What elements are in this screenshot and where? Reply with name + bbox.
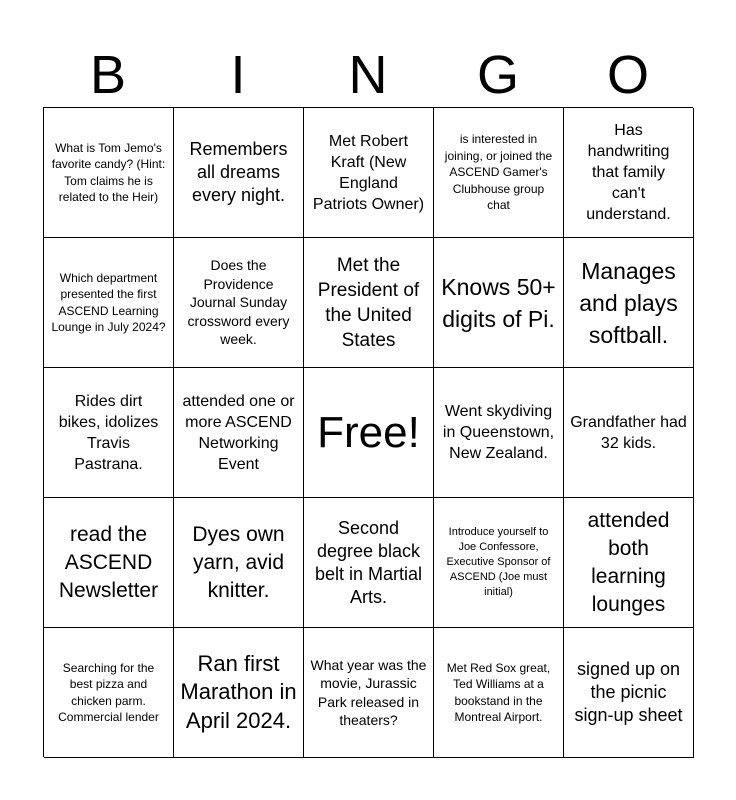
- bingo-cell[interactable]: [174, 498, 304, 628]
- bingo-cell[interactable]: [304, 238, 434, 368]
- cell-text: Introduce yourself to Joe Confessore, Executive Sponsor of ASCEND (Joe must initial): [446, 526, 551, 598]
- bingo-cell[interactable]: [564, 628, 694, 758]
- free-space[interactable]: [304, 368, 434, 498]
- cell-text: Grandfather had 32 kids.: [570, 413, 687, 452]
- cell-text: What is Tom Jemo's favorite candy? (Hint: Tom claims he is related to the Heir): [51, 140, 166, 204]
- cell-text: Which department presented the first ASCEND Learning Lounge in July 2024?: [51, 270, 166, 334]
- cell-text: Searching for the best pizza and chicken parm. Commercial lender: [58, 660, 159, 724]
- header-letter-i: I: [230, 45, 246, 105]
- bingo-cell[interactable]: [174, 368, 304, 498]
- cell-text: Met Red Sox great, Ted Williams at a bookstand in the Montreal Airport.: [446, 660, 551, 724]
- cell-text: Knows 50+ digits of Pi.: [441, 273, 556, 332]
- header-letter-g: G: [476, 45, 519, 105]
- bingo-cell[interactable]: [434, 368, 564, 498]
- cell-text: attended both learning lounges: [587, 508, 670, 616]
- cell-text: is interested in joining, or joined the ASCEND Gamer's Clubhouse group chat: [444, 132, 553, 213]
- bingo-cell[interactable]: [44, 238, 174, 368]
- header-letter-b: B: [89, 45, 127, 105]
- bingo-grid: [43, 107, 693, 757]
- cell-text: Manages and plays softball.: [579, 257, 678, 348]
- free-space-label: Free!: [317, 407, 420, 457]
- cell-text: Remembers all dreams every night.: [189, 139, 288, 205]
- bingo-cell[interactable]: [174, 108, 304, 238]
- bingo-cell[interactable]: [564, 368, 694, 498]
- bingo-cell[interactable]: [434, 108, 564, 238]
- cell-text: Met the President of the United States: [317, 254, 420, 351]
- bingo-cell[interactable]: [44, 108, 174, 238]
- header-letter-n: N: [348, 45, 388, 105]
- cell-text: read the ASCEND Newsletter: [58, 522, 159, 602]
- bingo-cell[interactable]: [304, 108, 434, 238]
- bingo-cell[interactable]: [564, 238, 694, 368]
- bingo-cell[interactable]: [304, 628, 434, 758]
- bingo-cell[interactable]: [44, 628, 174, 758]
- cell-text: What year was the movie, Jurassic Park released in theaters?: [310, 656, 427, 728]
- cell-text: Second degree black belt in Martial Arts.: [314, 517, 423, 607]
- bingo-cell[interactable]: [434, 498, 564, 628]
- bingo-cell[interactable]: [174, 238, 304, 368]
- bingo-cell[interactable]: [434, 238, 564, 368]
- bingo-cell[interactable]: [434, 628, 564, 758]
- cell-text: Dyes own yarn, avid knitter.: [192, 522, 285, 602]
- cell-text: Has handwriting that family can't understand.: [586, 122, 671, 223]
- bingo-cell[interactable]: [44, 368, 174, 498]
- cell-text: Went skydiving in Queenstown, New Zealand.: [442, 403, 555, 462]
- cell-text: Met Robert Kraft (New England Patriots Owner): [312, 132, 425, 213]
- bingo-cell[interactable]: [564, 498, 694, 628]
- cell-text: Does the Providence Journal Sunday crossword every week.: [187, 257, 290, 348]
- cell-text: Ran first Marathon in April 2024.: [180, 650, 297, 733]
- bingo-cell[interactable]: [564, 108, 694, 238]
- bingo-cell[interactable]: [304, 498, 434, 628]
- cell-text: attended one or more ASCEND Networking Event: [182, 392, 295, 473]
- header-letter-o: O: [606, 45, 649, 105]
- bingo-header: [43, 42, 693, 108]
- cell-text: signed up on the picnic sign-up sheet: [574, 659, 683, 725]
- bingo-cell[interactable]: [174, 628, 304, 758]
- bingo-cell[interactable]: [44, 498, 174, 628]
- cell-text: Rides dirt bikes, idolizes Travis Pastrana.: [58, 392, 159, 473]
